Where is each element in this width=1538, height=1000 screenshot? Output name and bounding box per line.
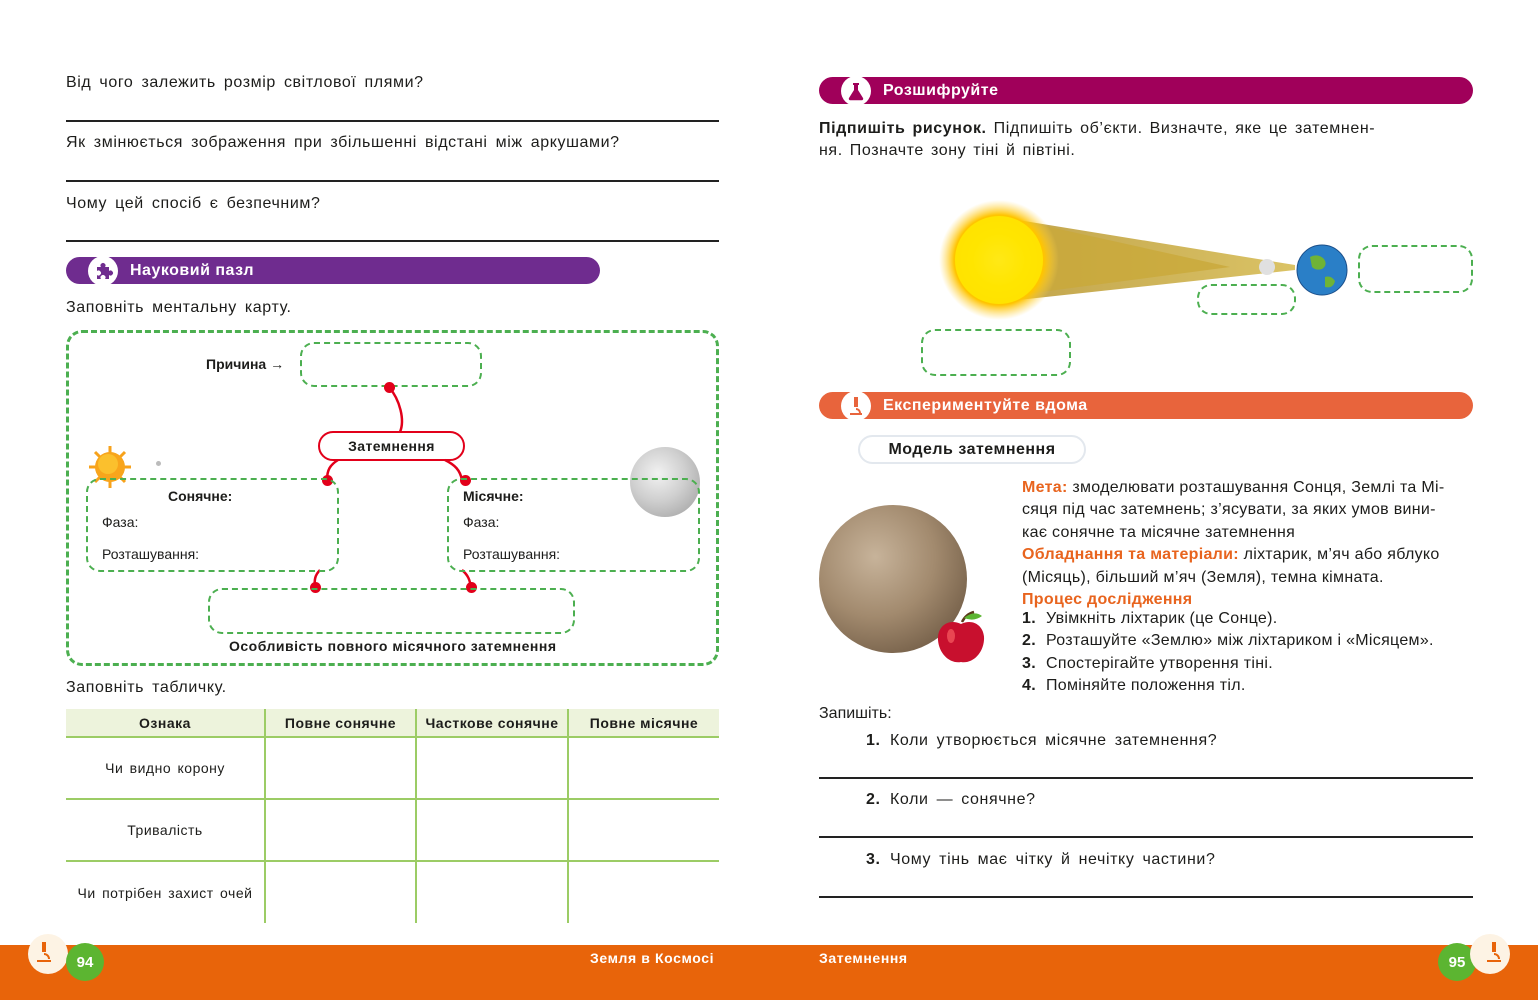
decode-text-2: ня. Позначте зону тіні й півтіні. — [819, 142, 1076, 160]
question-3: Чому цей спосіб є безпечним? — [66, 195, 321, 212]
write-question-2: 2. Коли — сонячне? — [866, 791, 1036, 808]
table-row — [66, 799, 719, 861]
center-node: Затемнення — [318, 431, 465, 461]
header-partial-solar: Часткове сонячне — [416, 709, 568, 737]
row-label: Чи потрібен захист очей — [77, 884, 253, 901]
decode-instruction — [819, 118, 1419, 163]
answer-cell[interactable] — [416, 799, 568, 861]
answer-cell[interactable] — [416, 861, 568, 923]
list-item: 1. Увімкніть ліхтарик (це Сонце). — [1022, 610, 1278, 627]
equipment-text-2: (Місяць), більший м’яч (Земля), темна кімната. — [1022, 568, 1384, 586]
footer-bar — [0, 945, 1538, 1000]
goal-text-1: змоделювати розташування Сонця, Землі та Мі- — [1067, 479, 1445, 496]
feature-answer-box[interactable] — [208, 588, 575, 634]
row-label: Чи видно корону — [66, 737, 265, 799]
apple-image — [936, 608, 986, 664]
page-number-right: 95 — [1438, 943, 1476, 981]
lunar-phase-label: Фаза: — [463, 514, 500, 530]
goal-text-2: сяця під час затемнень; з’ясувати, за яких умов вини- — [1022, 501, 1436, 519]
row-label: Тривалість — [66, 799, 265, 861]
equipment-label: Обладнання та матеріали: — [1022, 546, 1239, 564]
question-1: Від чого залежить розмір світлової плями? — [66, 74, 424, 91]
flask-icon — [839, 74, 873, 108]
label-box-moon[interactable] — [1197, 284, 1296, 315]
solar-phase-label: Фаза: — [102, 514, 139, 530]
model-title: Модель затемнення — [858, 435, 1086, 464]
goal-text-3: кає сонячне та місячне затемнення — [1022, 523, 1296, 541]
answer-line-5[interactable] — [819, 836, 1473, 838]
footer-title-right: Затемнення — [819, 950, 908, 966]
process-label: Процес дослідження — [1022, 591, 1193, 609]
table-instruction: Заповніть табличку. — [66, 679, 227, 696]
microscope-icon — [34, 940, 56, 969]
decode-text-1: Підпишіть об’єкти. Визначте, яке це затемнен- — [986, 120, 1376, 137]
header-total-lunar: Повне місячне — [568, 709, 719, 737]
moon-image — [1259, 259, 1275, 275]
table-row — [66, 737, 719, 799]
experiment-banner-title: Експериментуйте вдома — [883, 396, 1088, 414]
answer-cell[interactable] — [568, 737, 719, 799]
answer-cell[interactable] — [568, 799, 719, 861]
write-question-3: 3. Чому тінь має чітку й нечітку частини? — [866, 851, 1216, 868]
write-question-1: 1. Коли утворюється місячне затемнення? — [866, 732, 1218, 749]
puzzle-banner-title: Науковий пазл — [130, 261, 255, 279]
decode-banner-title: Розшифруйте — [883, 81, 999, 99]
process-steps — [1022, 610, 1434, 700]
table-row — [66, 861, 719, 923]
page-number-left: 94 — [66, 943, 104, 981]
answer-line-6[interactable] — [819, 896, 1473, 898]
list-item: 2. Розташуйте «Землю» між ліхтариком і «Місяцем». — [1022, 632, 1434, 650]
solar-position-label: Розташування: — [102, 546, 200, 562]
label-box-sun[interactable] — [921, 329, 1071, 376]
answer-cell[interactable] — [265, 799, 416, 861]
list-item: 4. Поміняйте положення тіл. — [1022, 677, 1246, 695]
answer-cell[interactable] — [416, 737, 568, 799]
answer-cell[interactable] — [265, 737, 416, 799]
decode-bold: Підпишіть рисунок. — [819, 120, 987, 137]
mindmap-connectors — [0, 0, 760, 680]
experiment-banner — [819, 392, 1473, 419]
question-2: Як змінюється зображення при збільшенні відстані між аркушами? — [66, 134, 620, 151]
feature-label: Особливість повного місячного затемнення — [229, 638, 557, 654]
answer-cell[interactable] — [265, 861, 416, 923]
comparison-table — [66, 709, 719, 923]
microscope-icon — [1484, 940, 1506, 969]
connector-dot — [384, 382, 395, 393]
equipment-text-1: ліхтарик, м’яч або яблуко — [1238, 546, 1440, 564]
lunar-position-label: Розташування: — [463, 546, 561, 562]
answer-line-4[interactable] — [819, 777, 1473, 779]
write-label: Запишіть: — [819, 705, 892, 722]
lunar-title: Місячне: — [463, 488, 524, 504]
label-box-earth[interactable] — [1358, 245, 1473, 293]
solar-title: Сонячне: — [168, 488, 233, 504]
mindmap-instruction: Заповніть ментальну карту. — [66, 299, 292, 316]
cause-label: Причина → — [206, 356, 285, 372]
header-sign: Ознака — [66, 709, 265, 737]
answer-cell[interactable] — [568, 861, 719, 923]
goal-label: Мета: — [1022, 479, 1068, 496]
footer-title-left: Земля в Космосі — [590, 950, 715, 966]
list-item: 3. Спостерігайте утворення тіні. — [1022, 654, 1273, 672]
table-header-row — [66, 709, 719, 737]
microscope-icon — [839, 389, 873, 423]
header-total-solar: Повне сонячне — [265, 709, 416, 737]
decode-banner — [819, 77, 1473, 104]
goal-paragraph — [1022, 477, 1474, 611]
small-dot-icon — [156, 461, 161, 466]
